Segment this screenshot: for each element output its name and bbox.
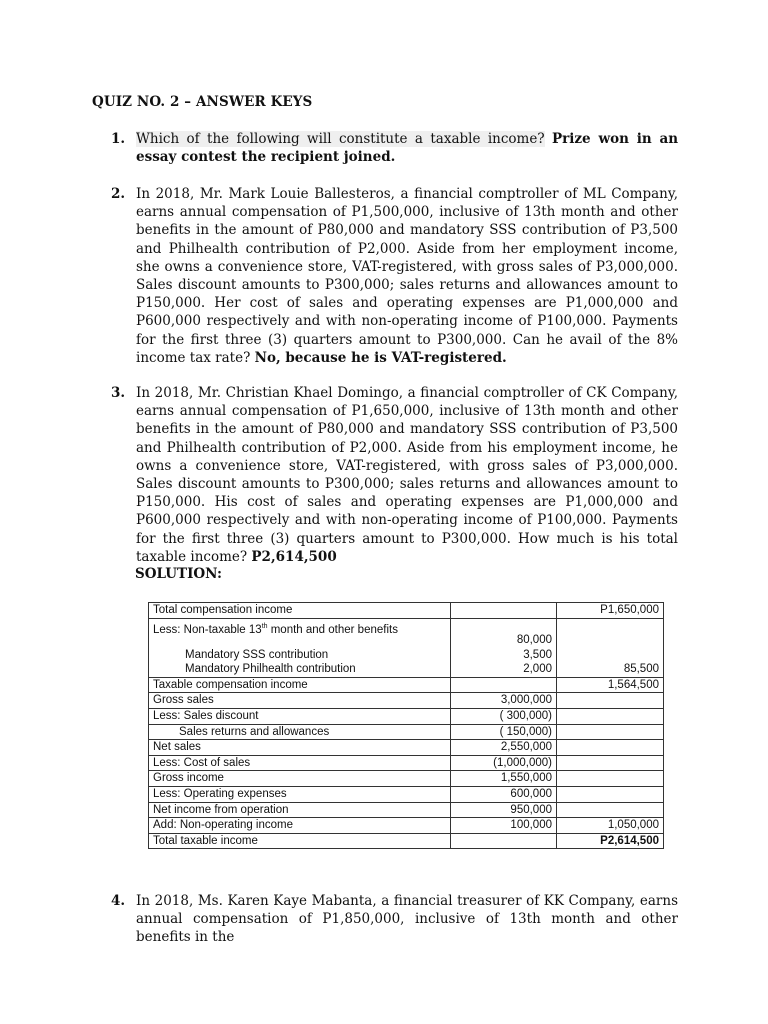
answer-text: No, because he is VAT-registered. [254,349,507,366]
row-label: Mandatory Philhealth contribution [149,662,451,677]
row-mid-value [451,833,557,849]
row-right-value [557,708,664,724]
row-right-value [557,618,664,648]
row-label: Less: Operating expenses [149,786,451,802]
table-row [149,771,664,787]
table-row [149,677,664,693]
row-mid-value: (1,000,000) [451,755,557,771]
question-number: 3. [111,385,126,401]
question-1 [111,130,678,166]
row-mid-value: 3,000,000 [451,693,557,709]
table-row [149,693,664,709]
row-right-value: P1,650,000 [557,603,664,619]
row-mid-value: 950,000 [451,802,557,818]
row-label: Taxable compensation income [149,677,451,693]
row-mid-value: 600,000 [451,786,557,802]
row-mid-value: 3,500 [451,648,557,663]
row-label: Total compensation income [149,603,451,619]
row-right-value [557,802,664,818]
row-mid-value: 100,000 [451,818,557,834]
row-right-value [557,771,664,787]
row-mid-value: 2,000 [451,662,557,677]
row-right-value: 85,500 [557,662,664,677]
row-label: Sales returns and allowances [149,724,451,740]
question-number: 2. [111,186,126,202]
row-label: Mandatory SSS contribution [149,648,451,663]
question-text: Which of the following will constitute a taxable income? [136,131,545,147]
question-3 [111,384,678,566]
table-row [149,603,664,619]
page-title: QUIZ NO. 2 – ANSWER KEYS [92,94,313,110]
question-body [136,185,678,367]
table-row [149,802,664,818]
answer-text: P2,614,500 [251,548,337,565]
table-row [149,618,664,648]
row-label: Net sales [149,740,451,756]
table-row [149,740,664,756]
table-row [149,833,664,849]
question-4 [111,892,678,947]
row-right-value [557,724,664,740]
answer-text: Prize won in an essay contest the recipient joined. [136,131,679,166]
table-row [149,818,664,834]
row-right-value: P2,614,500 [557,833,664,849]
question-number: 1. [111,131,126,147]
row-right-value [557,740,664,756]
row-right-value: 1,564,500 [557,677,664,693]
row-label: Less: Sales discount [149,708,451,724]
question-body [136,892,678,947]
table-row [149,755,664,771]
row-mid-value: ( 300,000) [451,708,557,724]
row-label: Total taxable income [149,833,451,849]
solution-table [148,602,664,849]
row-label: Gross sales [149,693,451,709]
table-row [149,648,664,663]
table-row [149,724,664,740]
row-label: Add: Non-operating income [149,818,451,834]
question-text: In 2018, Mr. Christian Khael Domingo, a financial comptroller of CK Company, earns annual compensation of P1,650,000, inclusive of 13th month and other benefits in the amount of P80,000 and mandatory SSS contribution of P3,500 and Philhealth contribution of P2,000. Aside from his employment income, he owns a convenience store, VAT-registered, with gross sales of P3,000,000. Sales discount amounts to P300,000; sales returns and allowances amount to P150,000. His cost of sales and operating expenses are P1,000,000 and P600,000 respectively and with non-operating income of P100,000. Payments for the first three (3) quarters amount to P300,000. How much is his total taxable income? [136,385,678,565]
row-mid-value: ( 150,000) [451,724,557,740]
row-mid-value [451,603,557,619]
question-text: In 2018, Mr. Mark Louie Ballesteros, a financial comptroller of ML Company, earns annual compensation of P1,500,000, inclusive of 13th month and other benefits in the amount of P80,000 and mandatory SSS contribution of P3,500 and Philhealth contribution of P2,000. Aside from her employment income, she owns a convenience store, VAT-registered, with gross sales of P3,000,000. Sales discount amounts to P300,000; sales returns and allowances amount to P150,000. Her cost of sales and operating expenses are P1,000,000 and P600,000 respectively and with non-operating income of P100,000. Payments for the first three (3) quarters amount to P300,000. Can he avail of the 8% income tax rate? [136,186,678,366]
table-row [149,786,664,802]
row-mid-value: 80,000 [451,618,557,648]
row-mid-value [451,677,557,693]
row-right-value: 1,050,000 [557,818,664,834]
row-label: Net income from operation [149,802,451,818]
row-label: Less: Non-taxable 13th month and other benefits [149,618,451,648]
question-body [136,130,678,166]
question-text: In 2018, Ms. Karen Kaye Mabanta, a financial treasurer of KK Company, earns annual compensation of P1,850,000, inclusive of 13th month and other benefits in the [136,893,678,946]
table-row [149,662,664,677]
row-mid-value: 1,550,000 [451,771,557,787]
row-right-value [557,786,664,802]
row-label: Gross income [149,771,451,787]
table-row [149,708,664,724]
row-right-value [557,648,664,663]
question-body [136,384,678,566]
row-label: Less: Cost of sales [149,755,451,771]
row-right-value [557,755,664,771]
row-right-value [557,693,664,709]
question-number: 4. [111,893,126,909]
row-mid-value: 2,550,000 [451,740,557,756]
question-2 [111,185,678,367]
solution-heading: SOLUTION: [135,566,222,582]
